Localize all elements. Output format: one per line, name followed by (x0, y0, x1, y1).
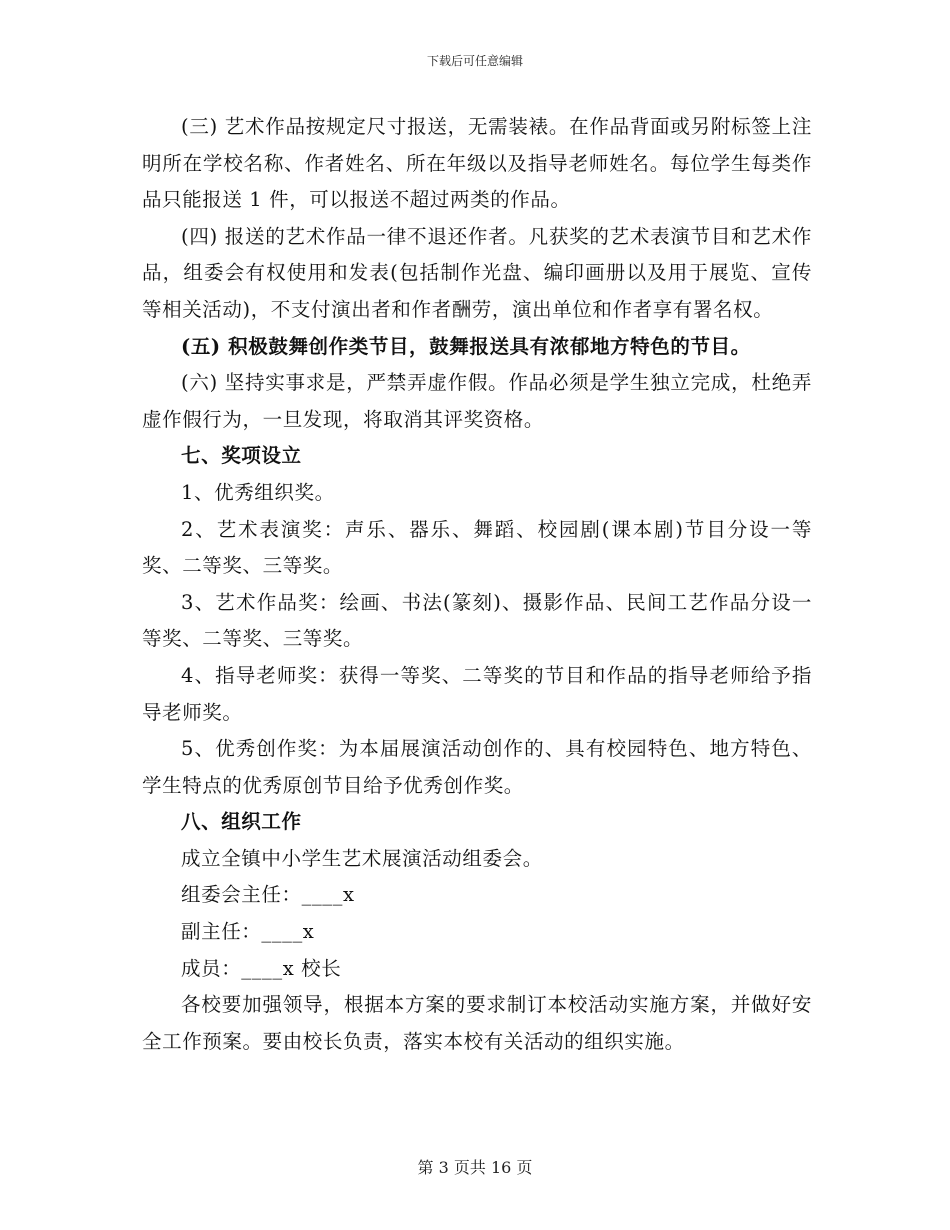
section-heading-organization: 八、组织工作 (181, 810, 302, 834)
committee-members: 成员：____x 校长 (181, 956, 342, 980)
paragraph-committee: 成立全镇中小学生艺术展演活动组委会。 (181, 846, 543, 870)
award-item-2: 2、艺术表演奖：声乐、器乐、舞蹈、校园剧(课本剧)节目分设一等奖、二等奖、三等奖。 (142, 517, 812, 578)
section-heading-awards: 七、奖项设立 (181, 444, 302, 468)
paragraph-art-submission-rules: (三) 艺术作品按规定尺寸报送，无需装裱。在作品背面或另附标签上注明所在学校名称、作者姓名、所在年级以及指导老师姓名。每位学生每类作品只能报送 1 件，可以报送不超过两类的作品。 (142, 115, 812, 212)
award-item-3: 3、艺术作品奖：绘画、书法(篆刻)、摄影作品、民间工艺作品分设一等奖、二等奖、三等奖。 (142, 590, 812, 651)
page-header: 下载后可任意编辑 (426, 54, 523, 68)
paragraph-honesty: (六) 坚持实事求是，严禁弄虚作假。作品必须是学生独立完成，杜绝弄虚作假行为，一旦发现，将取消其评奖资格。 (142, 371, 812, 431)
paragraph-encourage-creation: (五) 积极鼓舞创作类节目，鼓舞报送具有浓郁地方特色的节目。 (181, 334, 751, 358)
committee-director: 组委会主任：____x (181, 883, 355, 907)
award-item-4: 4、指导老师奖：获得一等奖、二等奖的节目和作品的指导老师给予指导老师奖。 (142, 663, 812, 724)
document-body (142, 109, 812, 1060)
paragraph-no-return-policy: (四) 报送的艺术作品一律不退还作者。凡获奖的艺术表演节目和艺术作品，组委会有权使用和发表(包括制作光盘、编印画册以及用于展览、宣传等相关活动)，不支付演出者和作者酬劳，演出单位和作者享有署名权。 (142, 224, 812, 321)
award-item-1: 1、优秀组织奖。 (181, 480, 335, 504)
committee-deputy: 副主任：____x (181, 920, 315, 944)
page-footer: 第 3 页共 16 页 (417, 1158, 533, 1177)
paragraph-leadership: 各校要加强领导，根据本方案的要求制订本校活动实施方案，并做好安全工作预案。要由校长负责，落实本校有关活动的组织实施。 (142, 993, 812, 1053)
award-item-5: 5、优秀创作奖：为本届展演活动创作的、具有校园特色、地方特色、学生特点的优秀原创节目给予优秀创作奖。 (142, 737, 812, 797)
